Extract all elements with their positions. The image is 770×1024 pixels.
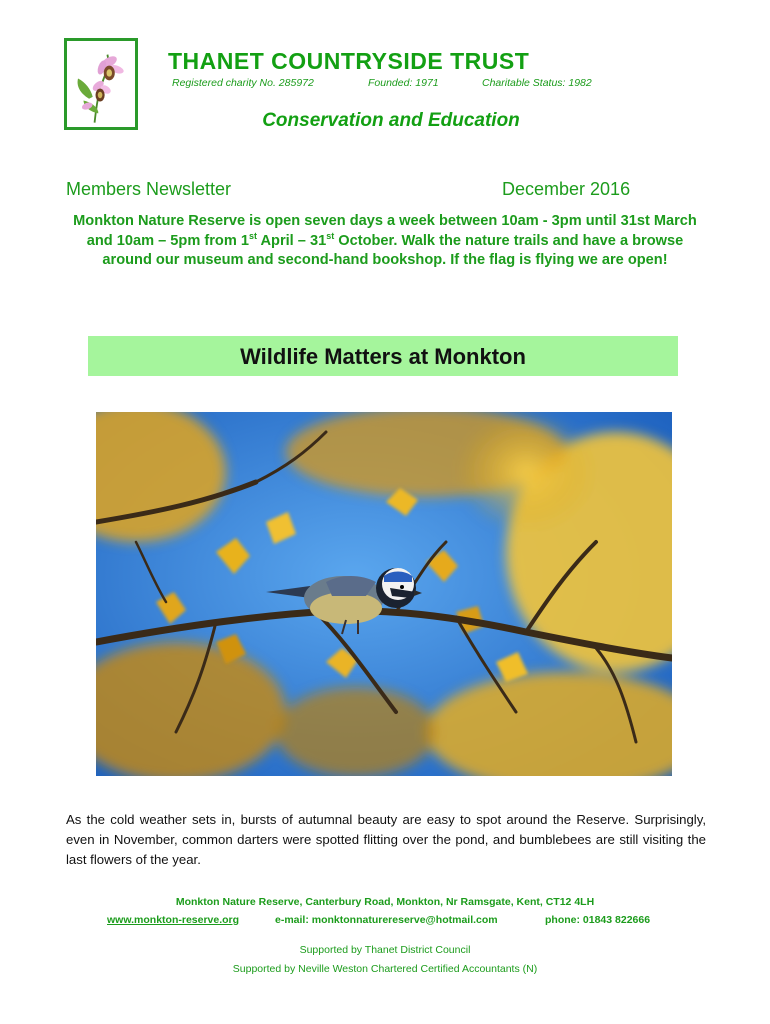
intro-sup-2: st <box>326 230 335 241</box>
intro-part-2: April – 31 <box>256 232 327 249</box>
charitable-status: Charitable Status: 1982 <box>482 77 592 89</box>
intro-part-3: October. Walk the nature trails and have a browse around our museum and second-hand bookshop. If the flag is flying we are open! <box>102 232 684 268</box>
supporter-accountants: Supported by Neville Weston Chartered Certified Accountants (N) <box>232 963 538 975</box>
opening-hours-notice <box>62 212 708 271</box>
reserve-address: Monkton Nature Reserve, Canterbury Road, Monkton, Nr Ramsgate, Kent, CT12 4LH <box>175 896 595 908</box>
phone-number: phone: 01843 822666 <box>545 914 651 926</box>
website-link[interactable]: www.monkton-reserve.org <box>107 914 240 926</box>
article-heading: Wildlife Matters at Monkton <box>88 336 678 376</box>
blue-tit-on-autumn-branch-photo <box>96 412 672 776</box>
org-name: THANET COUNTRYSIDE TRUST <box>168 48 530 74</box>
intro-sup-1: st <box>248 230 257 241</box>
tagline: Conservation and Education <box>262 110 520 131</box>
email-address: e-mail: monktonnaturereserve@hotmail.com <box>275 914 498 926</box>
supporter-council: Supported by Thanet District Council <box>299 944 471 956</box>
founded-year: Founded: 1971 <box>368 77 439 89</box>
intro-part-1: Monkton Nature Reserve is open seven days a week between 10am - 3pm until 31st March and 10am – 5pm from 1 <box>73 213 697 249</box>
registered-charity-number: Registered charity No. 285972 <box>172 77 314 89</box>
newsletter-date: December 2016 <box>502 179 631 199</box>
article-caption: As the cold weather sets in, bursts of autumnal beauty are easy to spot around the Reserve. Surprisingly, even in November, common darters were spotted flitting over the pond, and bumblebees are still visiting the last flowers of the year. <box>66 812 706 867</box>
photo-illustration <box>96 412 672 776</box>
newsletter-label: Members Newsletter <box>66 179 232 199</box>
